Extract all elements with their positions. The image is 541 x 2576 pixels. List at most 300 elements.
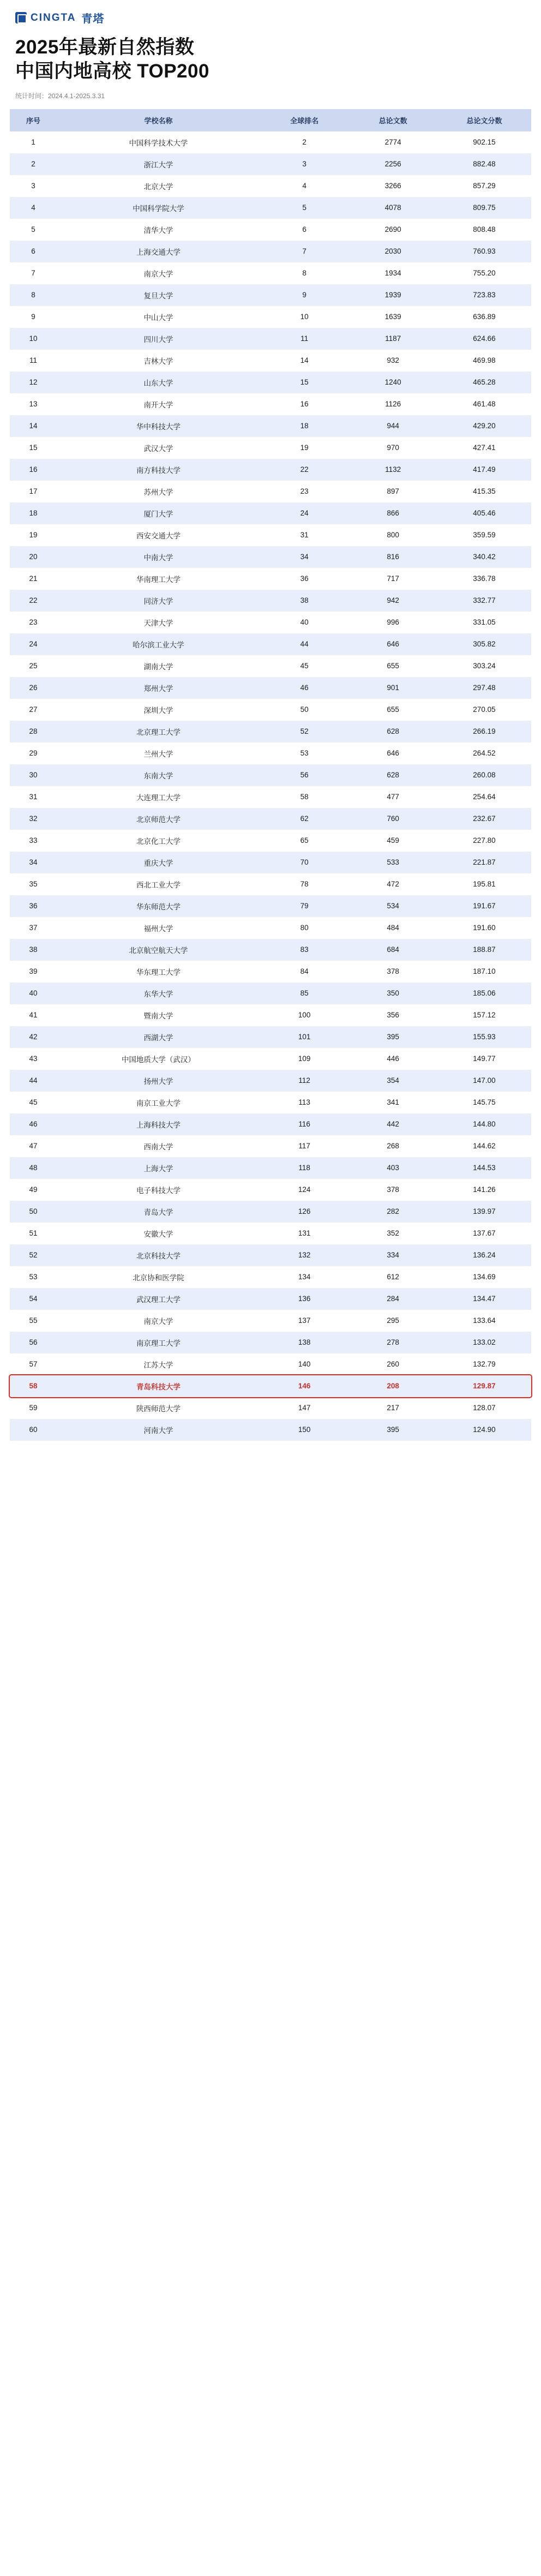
- cell-global-rank: 85: [260, 983, 349, 1004]
- cell-school-name: 北京化工大学: [136, 837, 181, 846]
- cell-paper-score: 882.48: [437, 153, 531, 175]
- cell-school-name: 西北工业大学: [136, 880, 181, 889]
- cell-global-rank: 3: [260, 153, 349, 175]
- cell-paper-count: 760: [348, 808, 437, 830]
- cell-global-rank: 137: [298, 1316, 311, 1325]
- cell-paper-score: 723.83: [437, 284, 531, 306]
- cell-school-name: 东华大学: [57, 983, 260, 1004]
- cell-school-name: 南京大学: [143, 1317, 173, 1326]
- cell-paper-score: 129.87: [437, 1375, 531, 1397]
- cell-global-rank: 78: [300, 880, 309, 888]
- cell-school-name: 浙江大学: [57, 153, 260, 175]
- cell-paper-score: 155.93: [437, 1026, 531, 1048]
- cell-rank: 42: [10, 1026, 57, 1048]
- cell-global-rank: 53: [300, 749, 309, 757]
- cell-paper-count: 378: [387, 967, 399, 975]
- table-row: [10, 764, 531, 786]
- cell-rank: 44: [10, 1070, 57, 1092]
- cell-global-rank: 23: [300, 487, 309, 495]
- cell-paper-score: 857.29: [473, 182, 496, 190]
- cell-global-rank: 44: [260, 633, 349, 655]
- cell-rank: 52: [10, 1244, 57, 1266]
- cell-paper-score: 359.59: [473, 531, 496, 539]
- cell-paper-count: 217: [387, 1404, 399, 1412]
- cell-rank: 50: [10, 1201, 57, 1223]
- table-row: [10, 437, 531, 459]
- cell-paper-score: 232.67: [437, 808, 531, 830]
- table-row: [10, 1135, 531, 1157]
- cell-global-rank: 22: [260, 459, 349, 481]
- cell-rank: 37: [29, 924, 38, 932]
- table-row: [10, 372, 531, 393]
- cell-paper-score: 185.06: [437, 983, 531, 1004]
- cell-global-rank: 4: [302, 182, 306, 190]
- cell-global-rank: 118: [260, 1157, 349, 1179]
- cell-paper-count: 459: [387, 836, 399, 844]
- table-row: [10, 1353, 531, 1375]
- cell-global-rank: 101: [260, 1026, 349, 1048]
- cell-paper-score: 157.12: [473, 1011, 496, 1019]
- cell-school-name: 北京协和医学院: [133, 1273, 184, 1282]
- cell-global-rank: 6: [302, 225, 306, 233]
- column-header-global-rank: 全球排名: [260, 109, 349, 131]
- cell-rank: 60: [10, 1419, 57, 1441]
- table-body: [10, 131, 531, 1441]
- cell-paper-count: 717: [387, 574, 399, 583]
- column-header-paper-count: 总论文数: [348, 109, 437, 131]
- cell-paper-score: 624.66: [437, 328, 531, 350]
- cell-paper-score: 808.48: [473, 225, 496, 233]
- cell-rank: 21: [29, 574, 38, 583]
- table-row: [10, 786, 531, 808]
- cell-global-rank: 116: [260, 1113, 349, 1135]
- cell-rank: 34: [10, 852, 57, 873]
- table-row: [10, 808, 531, 830]
- cell-school-name: 兰州大学: [143, 750, 173, 758]
- cell-rank: 8: [10, 284, 57, 306]
- cell-paper-score: 429.20: [437, 415, 531, 437]
- table-row: [10, 524, 531, 546]
- cell-paper-score: 417.49: [437, 459, 531, 481]
- table-row: [10, 1266, 531, 1288]
- cell-school-name: 清华大学: [143, 226, 173, 235]
- cell-rank: 41: [29, 1011, 38, 1019]
- cell-paper-count: 295: [387, 1316, 399, 1325]
- table-row: [10, 852, 531, 873]
- cell-paper-score: 755.20: [473, 269, 496, 277]
- cell-global-rank: 50: [300, 705, 309, 714]
- cell-rank: 45: [29, 1098, 38, 1106]
- cell-paper-count: 403: [348, 1157, 437, 1179]
- cell-rank: 17: [29, 487, 38, 495]
- cell-paper-score: 188.87: [437, 939, 531, 961]
- table-row: [10, 153, 531, 175]
- table-row: [10, 1048, 531, 1070]
- table-row: [10, 502, 531, 524]
- cell-paper-score: 139.97: [437, 1201, 531, 1223]
- cell-paper-count: 901: [348, 677, 437, 699]
- cell-school-name: 青岛大学: [57, 1201, 260, 1223]
- cell-global-rank: 83: [260, 939, 349, 961]
- table-row: [10, 306, 531, 328]
- cell-paper-count: 472: [387, 880, 399, 888]
- table-row: [10, 590, 531, 612]
- table-row: [10, 655, 531, 677]
- table-row: [10, 393, 531, 415]
- page-subtitle: 统计时间：2024.4.1-2025.3.31: [15, 92, 105, 100]
- cell-paper-score: 405.46: [437, 502, 531, 524]
- cell-paper-count: 533: [348, 852, 437, 873]
- cell-paper-score: 191.67: [437, 895, 531, 917]
- table-row: [10, 481, 531, 502]
- table-row: [10, 983, 531, 1004]
- cell-global-rank: 2: [302, 138, 306, 146]
- cell-rank: 31: [29, 793, 38, 801]
- cell-school-name: 大连理工大学: [136, 793, 181, 802]
- cell-paper-count: 282: [348, 1201, 437, 1223]
- cell-paper-count: 2030: [348, 241, 437, 262]
- table-row: [10, 546, 531, 568]
- cell-school-name: 安徽大学: [143, 1230, 173, 1238]
- cell-paper-count: 628: [348, 721, 437, 742]
- cell-paper-score: 636.89: [473, 313, 496, 321]
- table-row: [10, 939, 531, 961]
- cell-paper-count: 2774: [384, 138, 401, 146]
- cell-paper-score: 221.87: [437, 852, 531, 873]
- cell-rank: 30: [10, 764, 57, 786]
- table-row: [10, 284, 531, 306]
- cell-global-rank: 100: [298, 1011, 311, 1019]
- cell-paper-count: 1240: [348, 372, 437, 393]
- cell-school-name: 上海大学: [57, 1157, 260, 1179]
- cell-paper-count: 944: [348, 415, 437, 437]
- cell-school-name: 西南大学: [143, 1142, 173, 1151]
- cell-paper-score: 124.90: [437, 1419, 531, 1441]
- table-row: [10, 742, 531, 764]
- cell-global-rank: 11: [260, 328, 349, 350]
- cell-rank: 24: [10, 633, 57, 655]
- cell-school-name: 扬州大学: [57, 1070, 260, 1092]
- cell-paper-score: 144.62: [473, 1142, 496, 1150]
- cell-paper-count: 1132: [348, 459, 437, 481]
- cell-rank: 47: [29, 1142, 38, 1150]
- cell-paper-count: 655: [387, 662, 399, 670]
- cell-paper-score: 465.28: [437, 372, 531, 393]
- cell-rank: 1: [31, 138, 35, 146]
- cell-paper-count: 4078: [348, 197, 437, 219]
- table-row: [10, 633, 531, 655]
- cell-global-rank: 40: [300, 618, 309, 626]
- cell-global-rank: 34: [260, 546, 349, 568]
- cell-school-name: 暨南大学: [143, 1011, 173, 1020]
- table-row: [10, 1026, 531, 1048]
- cell-global-rank: 70: [260, 852, 349, 873]
- cell-school-name: 重庆大学: [57, 852, 260, 873]
- cell-rank: 10: [10, 328, 57, 350]
- cell-global-rank: 19: [300, 444, 309, 452]
- cell-school-name: 南京大学: [143, 269, 173, 278]
- cell-global-rank: 56: [260, 764, 349, 786]
- cell-school-name: 西安交通大学: [136, 531, 181, 540]
- cell-paper-score: 266.19: [437, 721, 531, 742]
- cell-paper-score: 415.35: [473, 487, 496, 495]
- cell-paper-count: 3266: [384, 182, 401, 190]
- cell-paper-score: 270.05: [473, 705, 496, 714]
- cell-rank: 9: [31, 313, 35, 321]
- cell-paper-score: 187.10: [473, 967, 496, 975]
- table-row: [10, 699, 531, 721]
- table-row: [10, 350, 531, 372]
- cell-school-name: 吉林大学: [143, 357, 173, 366]
- cell-rank: 14: [10, 415, 57, 437]
- cell-global-rank: 113: [298, 1098, 310, 1106]
- cell-global-rank: 5: [260, 197, 349, 219]
- cell-rank: 28: [10, 721, 57, 742]
- cell-paper-count: 442: [348, 1113, 437, 1135]
- cell-school-name: 武汉理工大学: [57, 1288, 260, 1310]
- cell-paper-score: 136.24: [437, 1244, 531, 1266]
- cell-paper-score: 297.48: [437, 677, 531, 699]
- cell-school-name: 青岛科技大学: [57, 1375, 260, 1397]
- cell-rank: 6: [10, 241, 57, 262]
- table-row: [10, 175, 531, 197]
- cell-global-rank: 16: [300, 400, 309, 408]
- cell-rank: 43: [29, 1055, 38, 1063]
- column-header-paper-score: 总论文分数: [437, 109, 531, 131]
- cell-global-rank: 112: [260, 1070, 349, 1092]
- cell-paper-count: 646: [348, 633, 437, 655]
- cell-paper-score: 760.93: [437, 241, 531, 262]
- cell-paper-count: 484: [387, 924, 399, 932]
- cell-rank: 27: [29, 705, 38, 714]
- cell-paper-count: 800: [387, 531, 399, 539]
- cell-paper-score: 191.60: [473, 924, 496, 932]
- cell-paper-count: 866: [348, 502, 437, 524]
- cell-global-rank: 8: [302, 269, 306, 277]
- cell-school-name: 中南大学: [57, 546, 260, 568]
- cell-rank: 56: [10, 1332, 57, 1353]
- cell-rank: 15: [29, 444, 38, 452]
- cell-paper-count: 646: [387, 749, 399, 757]
- cell-rank: 35: [29, 880, 38, 888]
- table-row: [10, 328, 531, 350]
- cell-rank: 11: [29, 356, 38, 364]
- cell-rank: 3: [31, 182, 35, 190]
- cell-paper-score: 340.42: [437, 546, 531, 568]
- cell-paper-count: 395: [348, 1419, 437, 1441]
- table-row: [10, 917, 531, 939]
- cell-rank: 48: [10, 1157, 57, 1179]
- cell-global-rank: 14: [300, 356, 309, 364]
- cell-global-rank: 126: [260, 1201, 349, 1223]
- table-row: [10, 459, 531, 481]
- column-header-school: 学校名称: [57, 109, 260, 131]
- cell-rank: 19: [29, 531, 38, 539]
- cell-rank: 4: [10, 197, 57, 219]
- cell-global-rank: 58: [300, 793, 309, 801]
- cell-rank: 46: [10, 1113, 57, 1135]
- title-block: [0, 29, 541, 106]
- cell-school-name: 哈尔滨工业大学: [57, 633, 260, 655]
- cell-rank: 53: [29, 1273, 38, 1281]
- cell-rank: 26: [10, 677, 57, 699]
- cell-school-name: 复旦大学: [57, 284, 260, 306]
- ranking-table-wrapper: [0, 106, 541, 1441]
- table-row: [10, 1070, 531, 1092]
- cell-paper-score: 461.48: [473, 400, 496, 408]
- cell-paper-count: 446: [387, 1055, 399, 1063]
- cell-school-name: 苏州大学: [143, 488, 173, 496]
- cell-global-rank: 15: [260, 372, 349, 393]
- cell-paper-count: 932: [387, 356, 399, 364]
- cell-global-rank: 117: [298, 1142, 310, 1150]
- cell-global-rank: 46: [260, 677, 349, 699]
- cell-school-name: 华东师范大学: [57, 895, 260, 917]
- cell-paper-count: 354: [348, 1070, 437, 1092]
- cell-paper-count: 1639: [384, 313, 401, 321]
- page-title-line2: 中国内地高校 TOP200: [15, 60, 209, 82]
- cell-global-rank: 140: [298, 1360, 311, 1368]
- cell-school-name: 南京工业大学: [136, 1099, 181, 1107]
- cell-rank: 51: [29, 1229, 38, 1237]
- cell-school-name: 北京航空航天大学: [57, 939, 260, 961]
- cell-paper-count: 897: [387, 487, 399, 495]
- cell-global-rank: 79: [260, 895, 349, 917]
- brand-name-cn: 青塔: [81, 13, 105, 25]
- table-header-row: [10, 109, 531, 131]
- cell-rank: 36: [10, 895, 57, 917]
- cell-paper-score: 128.07: [473, 1404, 496, 1412]
- table-row: [10, 612, 531, 633]
- cell-global-rank: 24: [260, 502, 349, 524]
- cell-rank: 38: [10, 939, 57, 961]
- cell-paper-score: 137.67: [473, 1229, 496, 1237]
- table-row: [10, 1332, 531, 1353]
- table-row: [10, 1113, 531, 1135]
- cell-paper-score: 809.75: [437, 197, 531, 219]
- cell-school-name: 郑州大学: [57, 677, 260, 699]
- cell-school-name: 福州大学: [143, 924, 173, 933]
- ranking-table: [10, 109, 531, 1441]
- cell-global-rank: 18: [260, 415, 349, 437]
- cell-paper-count: 352: [387, 1229, 399, 1237]
- cell-paper-score: 427.41: [473, 444, 496, 452]
- cell-rank: 40: [10, 983, 57, 1004]
- cell-school-name: 中国科学技术大学: [129, 139, 188, 147]
- cell-paper-count: 2690: [384, 225, 401, 233]
- brand-name-en: CINGTA: [31, 11, 76, 23]
- table-row: [10, 1419, 531, 1441]
- table-row: [10, 1223, 531, 1244]
- cell-global-rank: 45: [300, 662, 309, 670]
- table-row: [10, 262, 531, 284]
- cell-rank: 16: [10, 459, 57, 481]
- cell-global-rank: 132: [260, 1244, 349, 1266]
- cell-school-name: 北京科技大学: [57, 1244, 260, 1266]
- cell-school-name: 华南理工大学: [136, 575, 181, 584]
- table-row: [10, 721, 531, 742]
- cell-rank: 54: [10, 1288, 57, 1310]
- table-row: [10, 961, 531, 983]
- cell-paper-score: 132.79: [473, 1360, 496, 1368]
- table-row: [10, 131, 531, 153]
- cell-paper-count: 1126: [385, 400, 401, 408]
- cell-school-name: 北京大学: [143, 182, 173, 191]
- table-row: [10, 830, 531, 852]
- cell-school-name: 华中科技大学: [57, 415, 260, 437]
- cell-paper-count: 612: [387, 1273, 399, 1281]
- cell-paper-score: 332.77: [437, 590, 531, 612]
- cell-global-rank: 138: [260, 1332, 349, 1353]
- cell-school-name: 电子科技大学: [136, 1186, 181, 1195]
- cell-rank: 33: [29, 836, 38, 844]
- cell-paper-score: 227.80: [473, 836, 496, 844]
- cell-paper-count: 350: [348, 983, 437, 1004]
- cell-paper-count: 684: [348, 939, 437, 961]
- cell-paper-count: 534: [348, 895, 437, 917]
- cell-paper-score: 144.80: [437, 1113, 531, 1135]
- cell-rank: 32: [10, 808, 57, 830]
- cell-school-name: 同济大学: [57, 590, 260, 612]
- table-row: [10, 415, 531, 437]
- cell-paper-count: 268: [387, 1142, 399, 1150]
- cell-paper-score: 134.69: [473, 1273, 496, 1281]
- cell-school-name: 南京理工大学: [57, 1332, 260, 1353]
- cell-rank: 59: [29, 1404, 38, 1412]
- cell-rank: 2: [10, 153, 57, 175]
- cell-paper-score: 141.26: [473, 1185, 496, 1194]
- cell-school-name: 河南大学: [57, 1419, 260, 1441]
- cell-paper-score: 469.98: [473, 356, 496, 364]
- table-row: [10, 1179, 531, 1201]
- cell-school-name: 华东理工大学: [136, 968, 181, 977]
- cell-global-rank: 124: [298, 1185, 311, 1194]
- cell-paper-score: 260.08: [437, 764, 531, 786]
- cell-rank: 22: [10, 590, 57, 612]
- cell-global-rank: 131: [298, 1229, 311, 1237]
- cell-rank: 12: [10, 372, 57, 393]
- cell-rank: 13: [29, 400, 38, 408]
- cell-paper-score: 195.81: [473, 880, 496, 888]
- cell-school-name: 山东大学: [57, 372, 260, 393]
- cell-paper-count: 477: [387, 793, 399, 801]
- cell-global-rank: 36: [300, 574, 309, 583]
- cell-paper-score: 331.05: [473, 618, 496, 626]
- brand-header: [0, 0, 541, 29]
- cell-paper-score: 133.64: [473, 1316, 496, 1325]
- cell-school-name: 武汉大学: [143, 444, 173, 453]
- cell-paper-score: 305.82: [437, 633, 531, 655]
- cell-global-rank: 9: [260, 284, 349, 306]
- cell-paper-count: 341: [387, 1098, 399, 1106]
- cell-school-name: 中山大学: [143, 313, 173, 322]
- cell-paper-score: 133.02: [437, 1332, 531, 1353]
- cell-rank: 25: [29, 662, 38, 670]
- cell-paper-score: 149.77: [473, 1055, 496, 1063]
- cell-rank: 58: [10, 1375, 57, 1397]
- table-row: [10, 1201, 531, 1223]
- cell-school-name: 中国地质大学（武汉）: [121, 1055, 195, 1064]
- table-row: [10, 1288, 531, 1310]
- cell-rank: 55: [29, 1316, 38, 1325]
- cell-global-rank: 31: [300, 531, 309, 539]
- brand-logo: [15, 12, 76, 24]
- cell-rank: 49: [29, 1185, 38, 1194]
- cell-paper-count: 334: [348, 1244, 437, 1266]
- table-row: [10, 895, 531, 917]
- cell-school-name: 湖南大学: [143, 662, 173, 671]
- cell-rank: 18: [10, 502, 57, 524]
